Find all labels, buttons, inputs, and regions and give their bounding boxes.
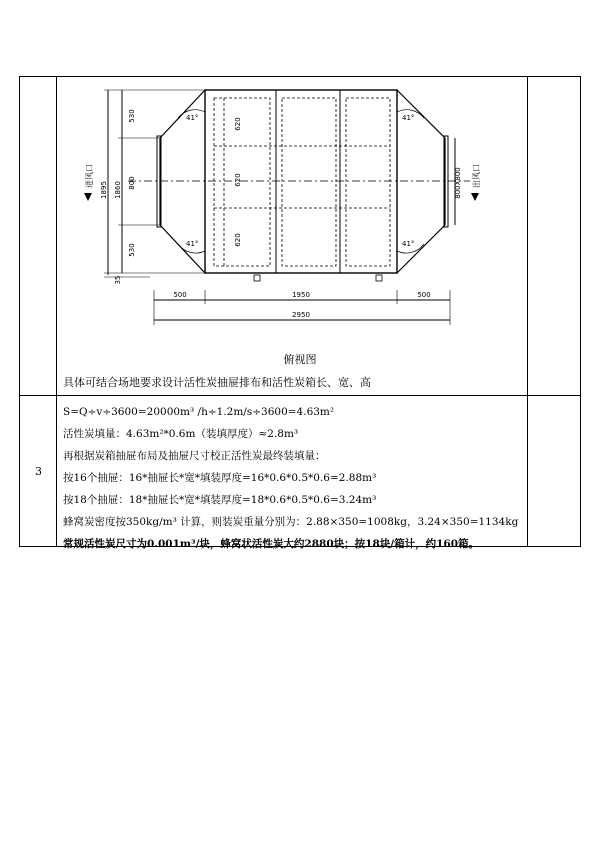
calculation-block (63, 401, 533, 555)
angle-top-left: 41° (186, 114, 199, 122)
dim-left-small: 35 (114, 275, 122, 285)
dim-left-top: 530 (128, 109, 136, 123)
angle-bottom-left: 41° (186, 240, 199, 248)
dim-drawer-2: 620 (234, 173, 242, 187)
angle-top-right: 41° (402, 114, 415, 122)
dim-left-mid: 800 (128, 176, 136, 190)
calc-line: 按16个抽屉：16*抽屉长*宽*填装厚度=16*0.6*0.5*0.6=2.88m³ (63, 472, 377, 484)
dim-bottom-mid: 1950 (292, 291, 310, 299)
drawing-caption: 俯视图 (283, 353, 317, 366)
table-remark-column (527, 77, 580, 546)
calc-summary: 常规活性炭尺寸为0.001m³/块，蜂窝状活性炭大约2880块；按18块/箱计，约160箱。 (63, 538, 480, 550)
dim-drawer-3: 620 (234, 233, 242, 247)
calc-line: S=Q÷v÷3600=20000m³ /h÷1.2m/s÷3600=4.63m² (63, 406, 335, 418)
calc-line: 活性炭填量：4.63m²*0.6m（装填厚度）≈2.8m³ (63, 428, 299, 440)
dim-drawer-1: 620 (234, 117, 242, 131)
dim-left-total: 1860 (114, 181, 122, 199)
dim-bottom-left: 500 (173, 291, 187, 299)
dim-bottom-right: 500 (417, 291, 431, 299)
outlet-label: 出风口 (472, 164, 481, 188)
angle-bottom-right: 41° (402, 240, 415, 248)
row-number: 3 (35, 465, 42, 478)
calc-line: 按18个抽屉：18*抽屉长*宽*填装厚度=18*0.6*0.5*0.6=3.24m³ (63, 494, 377, 506)
dim-bottom-total: 2950 (292, 311, 310, 319)
inlet-label: 进风口 (85, 164, 94, 188)
dim-left-outer: 1895 (100, 181, 108, 199)
design-note: 具体可结合场地要求设计活性炭抽屉排布和活性炭箱长、宽、高 (63, 376, 371, 389)
dim-left-bottom: 530 (128, 243, 136, 257)
row-divider (20, 395, 580, 396)
calc-line: 再根据炭箱抽屉布局及抽屉尺寸校正活性炭最终装填量： (63, 450, 326, 462)
top-view-drawing (62, 84, 482, 339)
calc-line: 蜂窝炭密度按350kg/m³ 计算，则装炭重量分别为：2.88×350=1008kg，3.24×350=1134kg (63, 516, 519, 528)
outlet-size: 800X800 (454, 167, 462, 199)
